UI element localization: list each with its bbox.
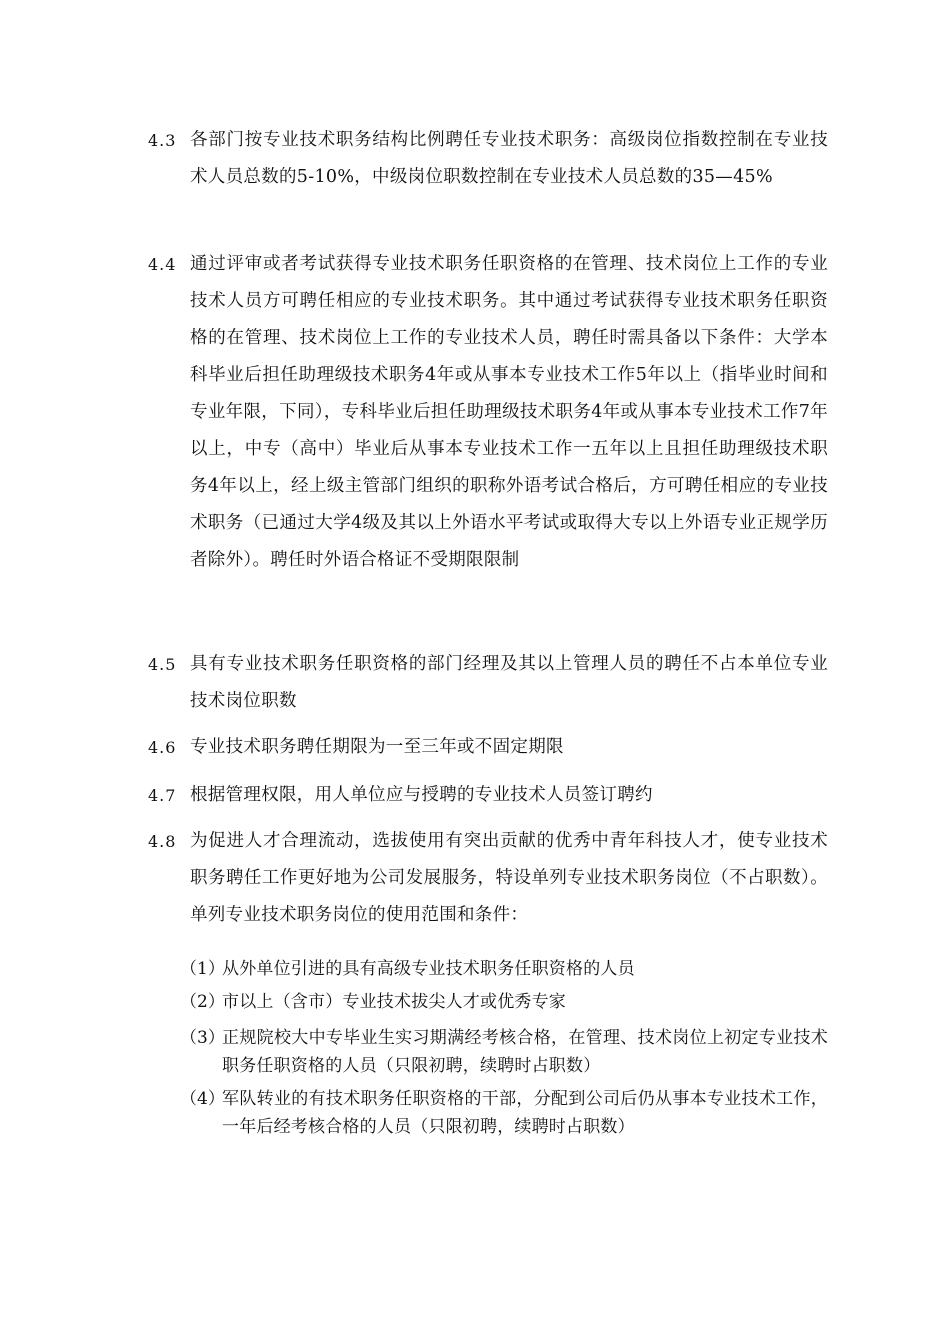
clause-text: 专业技术职务聘任期限为一至三年或不固定期限 bbox=[190, 737, 564, 757]
sub-item-1 bbox=[180, 955, 828, 983]
clause-number: 4.7 bbox=[148, 786, 177, 805]
sub-item-4 bbox=[180, 1085, 828, 1141]
sub-item-3 bbox=[180, 1024, 828, 1080]
clause-4-4 bbox=[148, 246, 828, 579]
sub-item-2 bbox=[180, 988, 828, 1016]
clause-4-6 bbox=[148, 729, 828, 766]
sub-item-text: 军队转业的有技术职务任职资格的干部，分配到公司后仍从事本专业技术工作，一年后经考核合格的人员（只限初聘，续聘时占职数） bbox=[222, 1089, 828, 1137]
sub-item-number: （1） bbox=[180, 959, 225, 979]
clause-4-5 bbox=[148, 646, 828, 720]
sub-item-text: 市以上（含市）专业技术拔尖人才或优秀专家 bbox=[222, 992, 566, 1012]
clause-number: 4.8 bbox=[148, 832, 177, 851]
clause-4-7 bbox=[148, 777, 828, 814]
clause-text: 根据管理权限，用人单位应与授聘的专业技术人员签订聘约 bbox=[190, 785, 653, 805]
sub-item-text: 从外单位引进的具有高级专业技术职务任职资格的人员 bbox=[222, 959, 635, 979]
clause-number: 4.4 bbox=[148, 255, 177, 274]
clause-text: 各部门按专业技术职务结构比例聘任专业技术职务：高级岗位指数控制在专业技术人员总数的5-10%，中级岗位职数控制在专业技术人员总数的35—45% bbox=[190, 130, 828, 187]
sub-item-number: （3） bbox=[180, 1028, 225, 1048]
clause-text: 具有专业技术职务任职资格的部门经理及其以上管理人员的聘任不占本单位专业技术岗位职数 bbox=[190, 654, 828, 711]
sub-item-number: （2） bbox=[180, 992, 225, 1012]
clause-number: 4.3 bbox=[148, 131, 177, 150]
clause-number: 4.6 bbox=[148, 738, 177, 757]
clause-text: 为促进人才合理流动，选拔使用有突出贡献的优秀中青年科技人才，使专业技术职务聘任工作更好地为公司发展服务，特设单列专业技术职务岗位（不占职数）。单列专业技术职务岗位的使用范围和条件： bbox=[190, 831, 828, 925]
sub-item-text: 正规院校大中专毕业生实习期满经考核合格，在管理、技术岗位上初定专业技术职务任职资格的人员（只限初聘，续聘时占职数） bbox=[222, 1028, 828, 1076]
sub-item-number: （4） bbox=[180, 1089, 225, 1109]
clause-4-3 bbox=[148, 122, 828, 196]
clause-text: 通过评审或者考试获得专业技术职务任职资格的在管理、技术岗位上工作的专业技术人员方可聘任相应的专业技术职务。其中通过考试获得专业技术职务任职资格的在管理、技术岗位上工作的专业技术人员，聘任时需具备以下条件：大学本科毕业后担任助理级技术职务4年或从事本专业技术工作5年以上（指毕业时间和专业年限，下同），专科毕业后担任助理级技术职务4年或从事本专业技术工作7年以上，中专（高中）毕业后从事本专业技术工作一五年以上且担任助理级技术职务4年以上，经上级主管部门组织的职称外语考试合格后，方可聘任相应的专业技术职务（已通过大学4级及其以上外语水平考试或取得大专以上外语专业正规学历者除外）。聘任时外语合格证不受期限限制 bbox=[190, 254, 828, 570]
clause-number: 4.5 bbox=[148, 655, 177, 674]
clause-4-8 bbox=[148, 823, 828, 934]
